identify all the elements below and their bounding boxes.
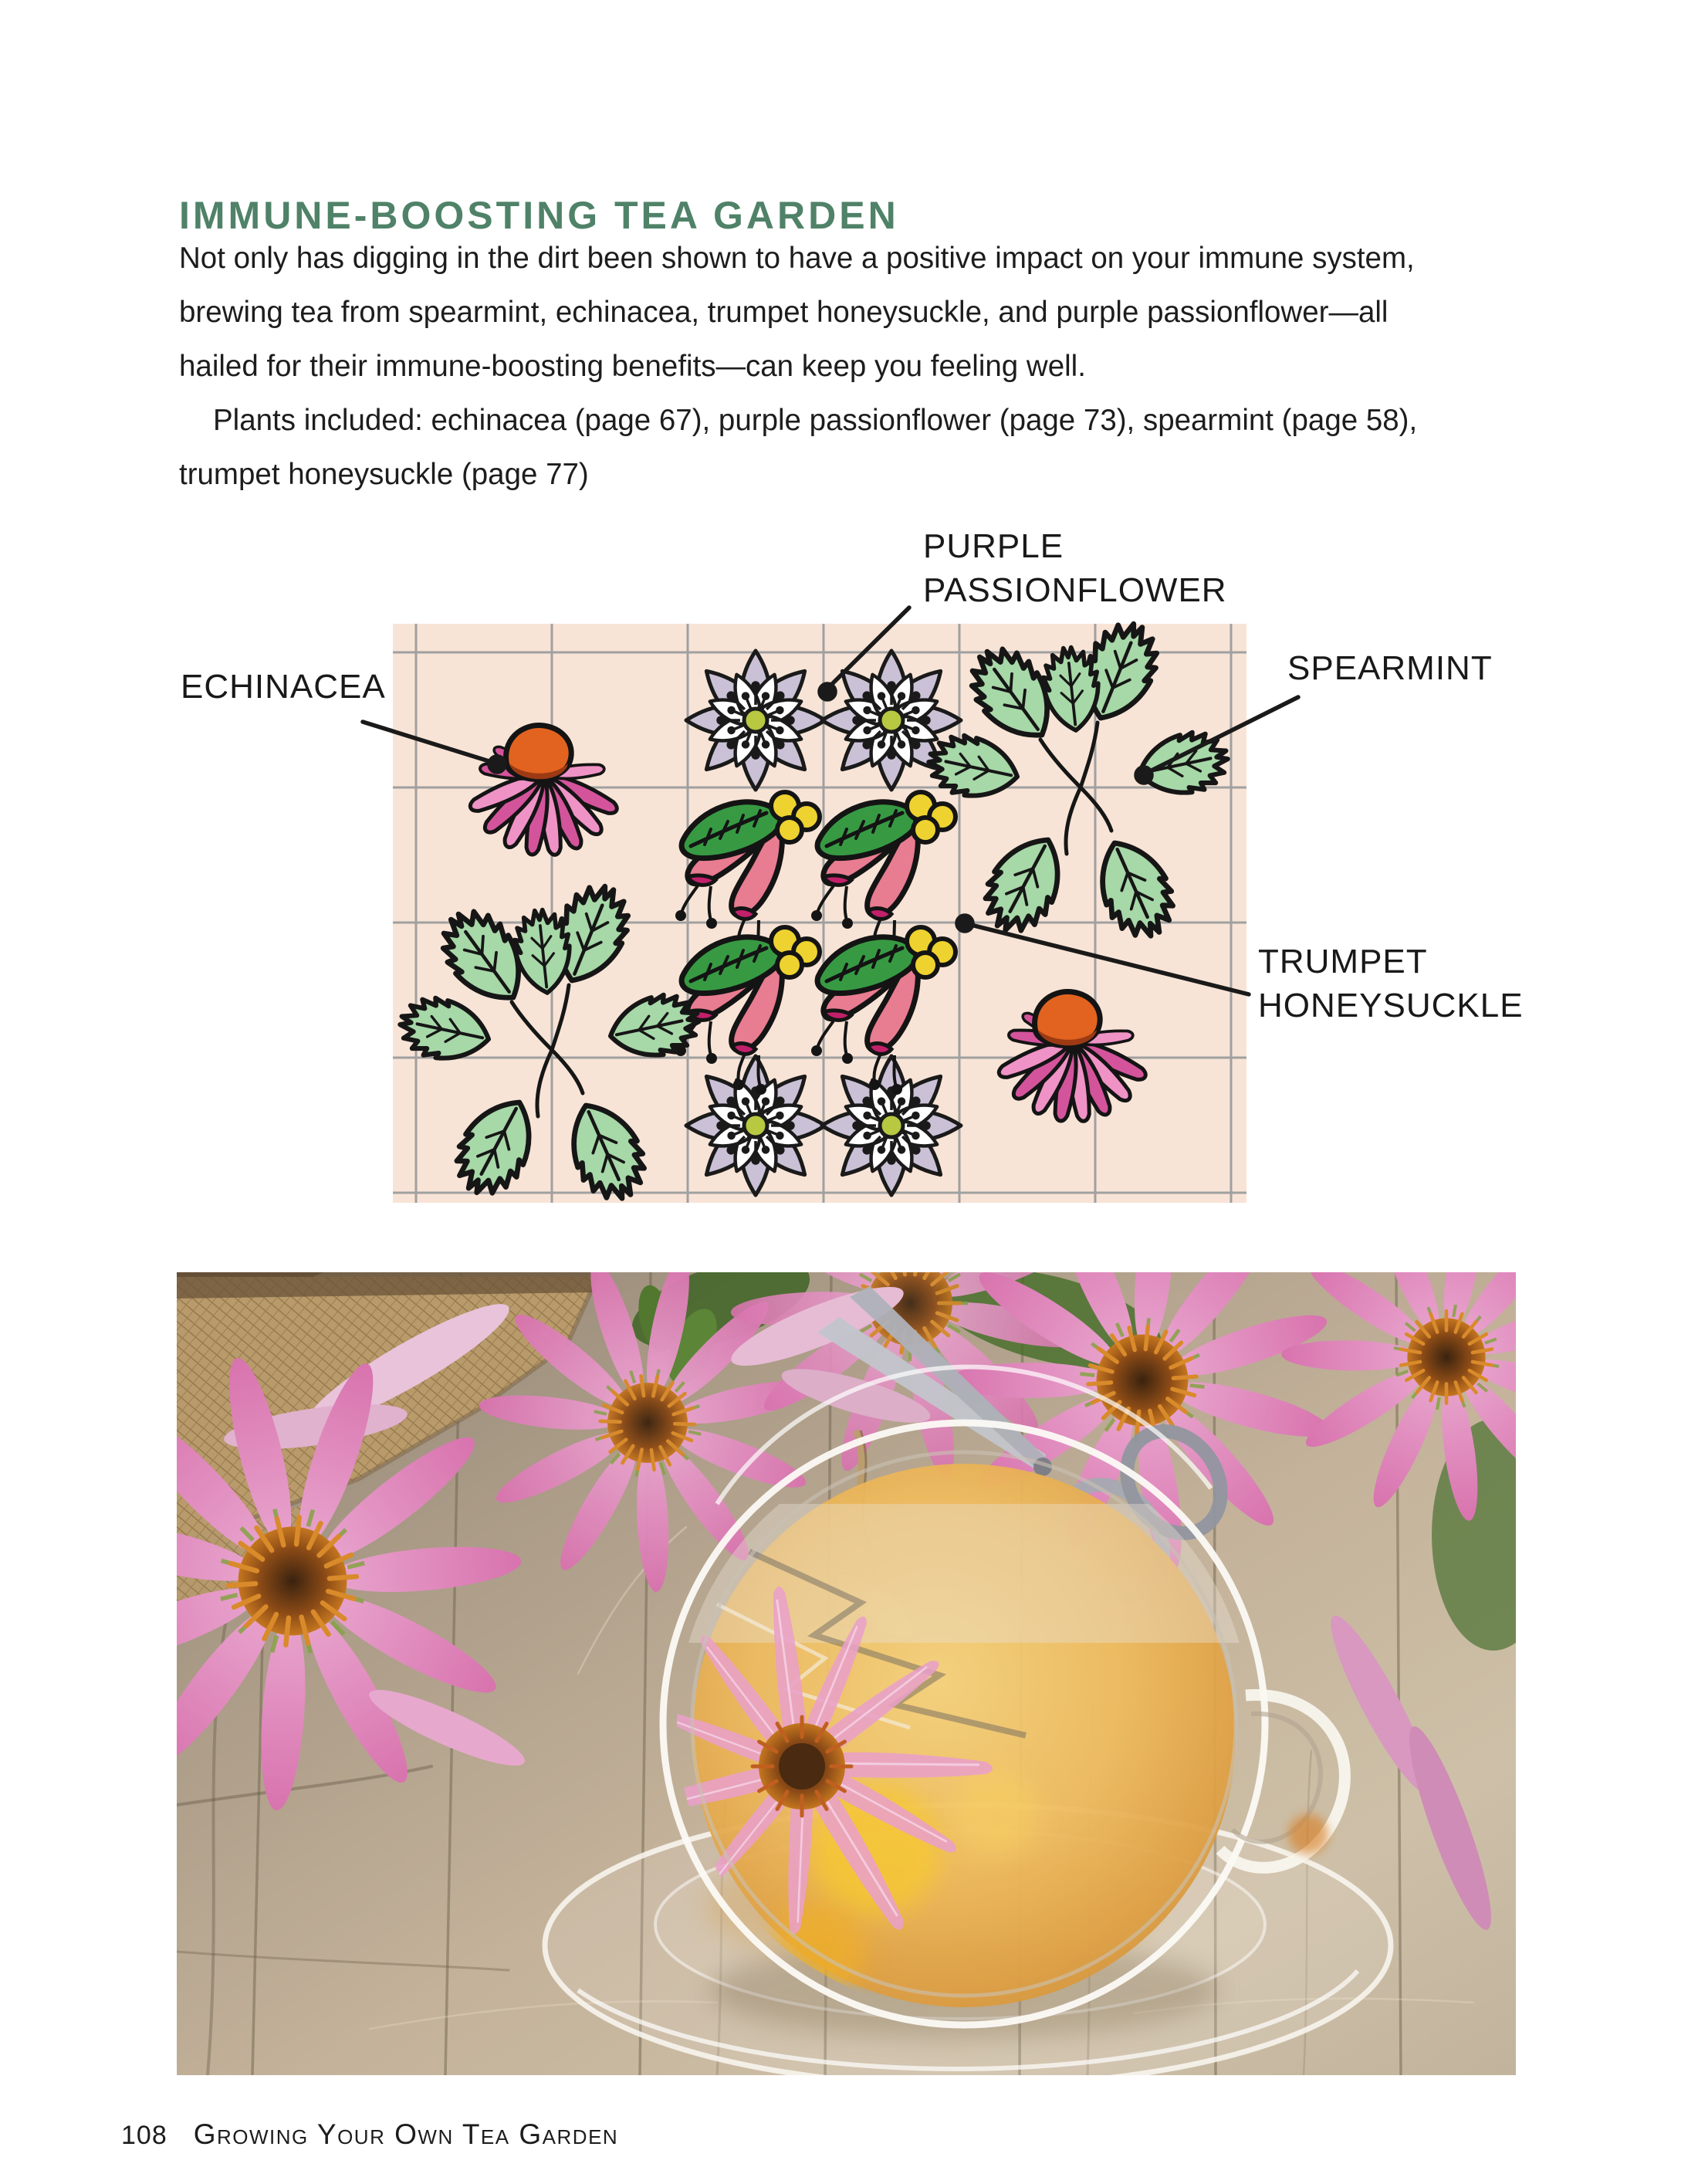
body-line: Not only has digging in the dirt been shown to have a positive impact on your immune system, — [179, 242, 1415, 275]
body-line: Plants included: echinacea (page 67), purple passionflower (page 73), spearmint (page 58), — [213, 404, 1418, 437]
callout-dot-honeysuckle — [957, 916, 972, 931]
callout-dot-passionflower — [820, 684, 835, 699]
body-line: trumpet honeysuckle (page 77) — [179, 458, 589, 491]
callout-dot-spearmint — [1136, 767, 1152, 783]
label-honeysuckle-line1: TRUMPET — [1258, 943, 1428, 980]
plant-passionflower — [686, 651, 825, 790]
plant-passionflower — [822, 1056, 961, 1195]
body-line: hailed for their immune-boosting benefits—can keep you feeling well. — [179, 350, 1086, 383]
page-number: 108 — [121, 2121, 167, 2150]
body-line: brewing tea from spearmint, echinacea, trumpet honeysuckle, and purple passionflower—all — [179, 296, 1389, 329]
page-title: IMMUNE-BOOSTING TEA GARDEN — [179, 194, 899, 237]
page-footer — [121, 2118, 618, 2151]
label-passionflower-line2: PASSIONFLOWER — [923, 571, 1227, 609]
plant-passionflower — [686, 1056, 825, 1195]
label-echinacea: ECHINACEA — [181, 668, 386, 706]
photo-echinacea-tea — [177, 1272, 1516, 2075]
label-passionflower-line1: PURPLE — [923, 527, 1064, 565]
garden-plan-diagram — [0, 510, 1698, 1220]
callout-dot-echinacea — [489, 757, 505, 772]
label-honeysuckle-line2: HONEYSUCKLE — [1258, 987, 1524, 1024]
label-spearmint: SPEARMINT — [1287, 649, 1493, 687]
book-title: Growing Your Own Tea Garden — [193, 2118, 619, 2150]
body-paragraphs — [179, 232, 1553, 502]
